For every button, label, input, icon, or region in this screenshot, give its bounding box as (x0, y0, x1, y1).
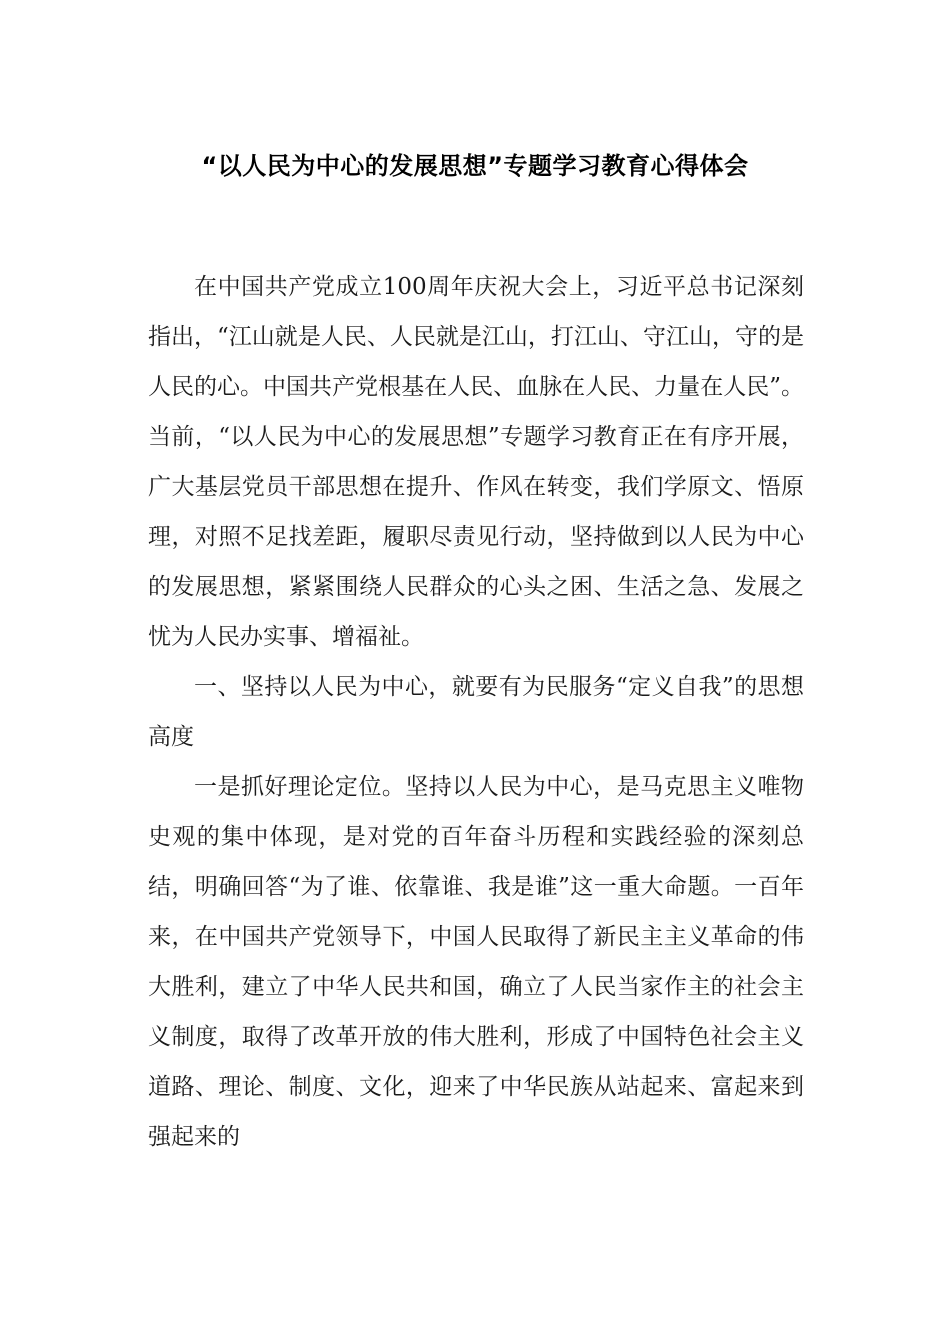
paragraph-section-heading: 一、坚持以人民为中心，就要有为民服务“定义自我”的思想高度 (148, 674, 804, 750)
document-title: “以人民为中心的发展思想”专题学习教育心得体会 (201, 152, 749, 180)
paragraph-intro: 在中国共产党成立100周年庆祝大会上，习近平总书记深刻指出，“江山就是人民、人民就是江山，打江山、守江山，守的是人民的心。中国共产党根基在人民、血脉在人民、力量在人民”。当前，“以人民为中心的发展思想”专题学习教育正在有序开展，广大基层党员干部思想在提升、作风在转变，我们学原文、悟原理，对照不足找差距，履职尽责见行动，坚持做到以人民为中心的发展思想，紧紧围绕人民群众的心头之困、生活之急、发展之忧为人民办实事、增福祉。 (148, 274, 804, 650)
paragraph-theory: 一是抓好理论定位。坚持以人民为中心，是马克思主义唯物史观的集中体现，是对党的百年奋斗历程和实践经验的深刻总结，明确回答“为了谁、依靠谁、我是谁”这一重大命题。一百年来，在中国共产党领导下，中国人民取得了新民主主义革命的伟大胜利，建立了中华人民共和国，确立了人民当家作主的社会主义制度，取得了改革开放的伟大胜利，形成了中国特色社会主义道路、理论、制度、文化，迎来了中华民族从站起来、富起来到强起来的 (148, 774, 804, 1150)
document-body (148, 262, 804, 1162)
